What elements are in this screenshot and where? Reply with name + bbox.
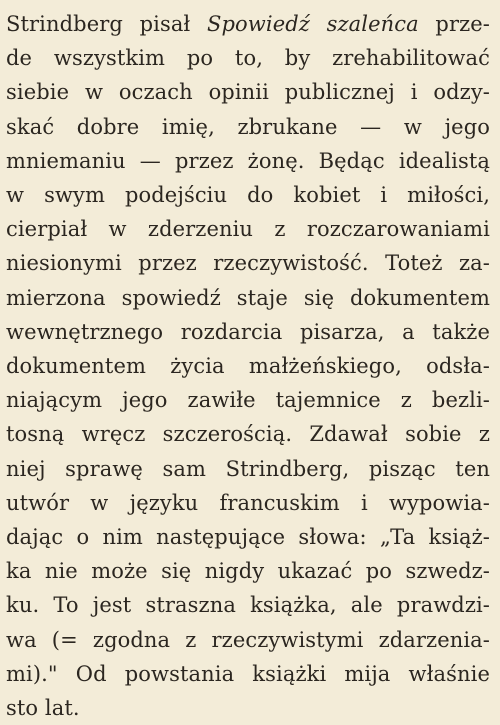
- text-line: [6, 657, 490, 691]
- text-run: cierpiał w zderzeniu z rozczarowaniami: [6, 217, 490, 242]
- text-line: [6, 178, 490, 212]
- text-line: [6, 281, 490, 315]
- text-line: [6, 691, 490, 725]
- text-line: [6, 486, 490, 520]
- text-run: sto lat.: [6, 696, 80, 721]
- text-run: ka nie może się nigdy ukazać po szwedz-: [6, 559, 490, 584]
- text-line: [6, 554, 490, 588]
- text-line: [6, 452, 490, 486]
- text-line: [6, 41, 490, 75]
- text-run: dając o nim następujące słowa: „Ta książ-: [6, 525, 490, 550]
- text-run: niej sprawę sam Strindberg, pisząc ten: [6, 456, 490, 481]
- text-line: [6, 520, 490, 554]
- text-run: mniemaniu — przez żonę. Będąc idealistą: [6, 148, 490, 173]
- text-line: [6, 7, 490, 41]
- book-title-italic: Spowiedź szaleńca: [207, 12, 419, 36]
- text-line: [6, 383, 490, 417]
- text-line: [6, 246, 490, 280]
- text-line: [6, 110, 490, 144]
- text-run: Strindberg pisał: [6, 12, 208, 36]
- text-run: dokumentem życia małżeńskiego, odsła-: [6, 354, 490, 379]
- text-run: mi)." Od powstania książki mija właśnie: [6, 661, 490, 686]
- text-run: wa (= zgodna z rzeczywistymi zdarzenia-: [6, 627, 490, 652]
- text-run: niesionymi przez rzeczywistość. Toteż za-: [6, 251, 490, 276]
- text-line: [6, 349, 490, 383]
- text-run: wewnętrznego rozdarcia pisarza, a także: [6, 319, 490, 344]
- body-paragraph: [6, 0, 490, 725]
- text-run: siebie w oczach opinii publicznej i odzy-: [6, 80, 490, 105]
- text-line: [6, 417, 490, 451]
- text-run: mierzona spowiedź staje się dokumentem: [6, 285, 490, 310]
- text-run: ku. To jest straszna książka, ale prawdzi-: [6, 593, 490, 618]
- text-line: [6, 75, 490, 109]
- text-line: [6, 212, 490, 246]
- text-run: w swym podejściu do kobiet i miłości,: [6, 183, 490, 208]
- text-run: tosną wręcz szczerością. Zdawał sobie z: [6, 422, 490, 447]
- text-run: de wszystkim po to, by zrehabilitować: [6, 46, 490, 71]
- text-run: prze-: [418, 12, 490, 36]
- text-line: [6, 623, 490, 657]
- text-line: [6, 144, 490, 178]
- text-run: skać dobre imię, zbrukane — w jego: [6, 114, 490, 139]
- text-run: niającym jego zawiłe tajemnice z bezli-: [6, 388, 490, 413]
- text-run: utwór w języku francuskim i wypowia-: [6, 490, 490, 515]
- text-line: [6, 588, 490, 622]
- text-line: [6, 315, 490, 349]
